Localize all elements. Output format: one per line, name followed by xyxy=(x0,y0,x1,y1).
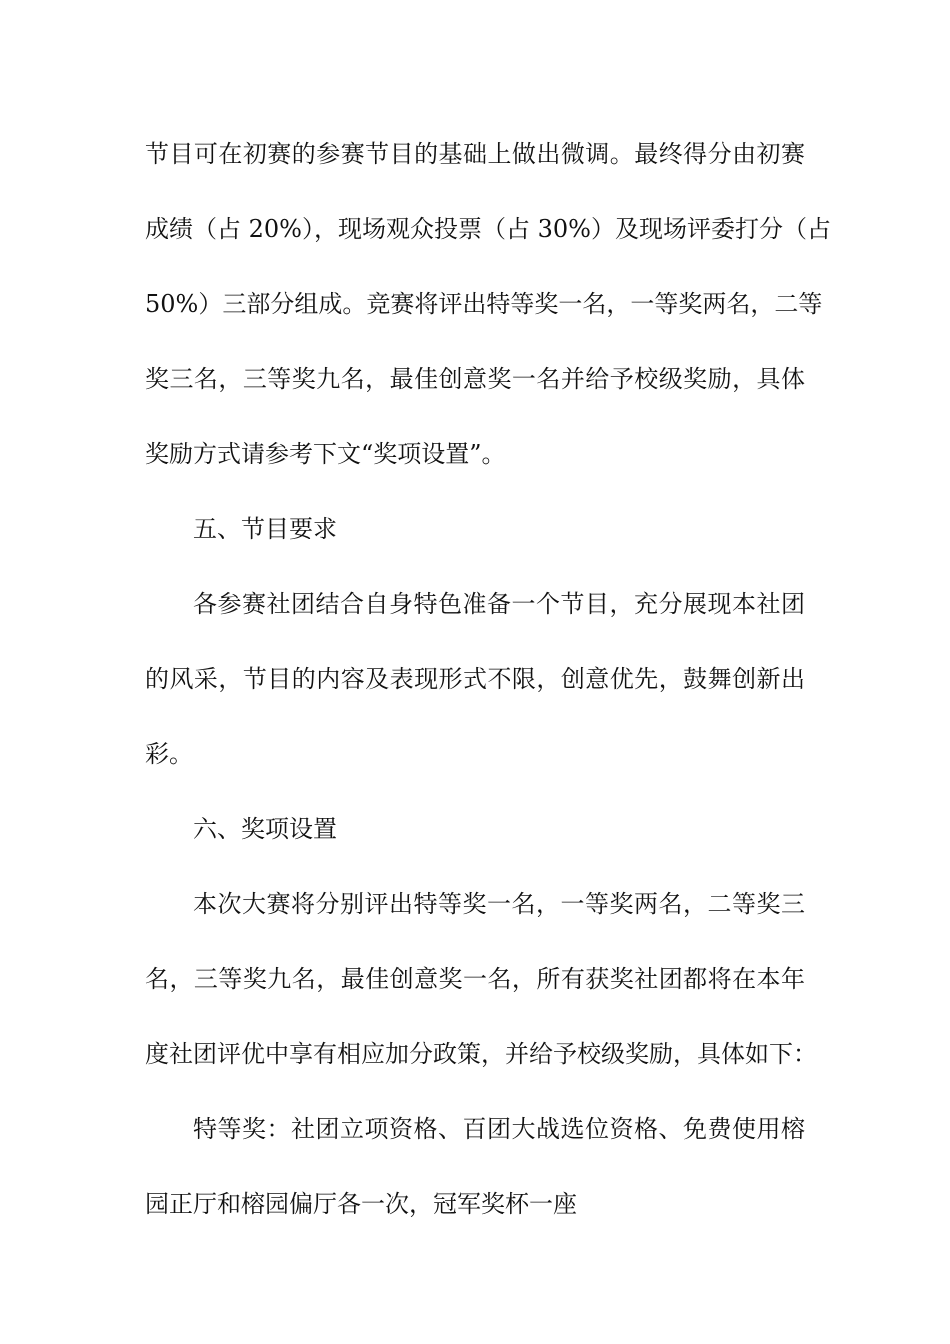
body-line: 奖励方式请参考下文“奖项设置”。 xyxy=(145,440,506,468)
body-line: 的风采，节目的内容及表现形式不限，创意优先，鼓舞创新出 xyxy=(145,665,805,693)
body-line: 彩。 xyxy=(145,740,193,768)
body-line: 各参赛社团结合自身特色准备一个节目，充分展现本社团 xyxy=(193,590,805,618)
body-line: 特等奖：社团立项资格、百团大战选位资格、免费使用榕 xyxy=(193,1115,805,1143)
body-line: 成绩（占 20%），现场观众投票（占 30%）及现场评委打分（占 xyxy=(145,215,831,243)
body-line: 节目可在初赛的参赛节目的基础上做出微调。最终得分由初赛 xyxy=(145,140,805,168)
body-line: 本次大赛将分别评出特等奖一名，一等奖两名，二等奖三 xyxy=(193,890,805,918)
body-line: 名，三等奖九名，最佳创意奖一名，所有获奖社团都将在本年 xyxy=(145,965,805,993)
body-line: 50%）三部分组成。竞赛将评出特等奖一名，一等奖两名，二等 xyxy=(145,290,823,318)
body-line: 奖三名，三等奖九名，最佳创意奖一名并给予校级奖励，具体 xyxy=(145,365,805,393)
section-heading-awards: 六、奖项设置 xyxy=(193,815,337,843)
section-heading-program-requirements: 五、节目要求 xyxy=(193,515,337,543)
body-line: 园正厅和榕园偏厅各一次，冠军奖杯一座 xyxy=(145,1190,577,1218)
body-line: 度社团评优中享有相应加分政策，并给予校级奖励，具体如下： xyxy=(145,1040,817,1068)
document-body xyxy=(145,139,831,1264)
